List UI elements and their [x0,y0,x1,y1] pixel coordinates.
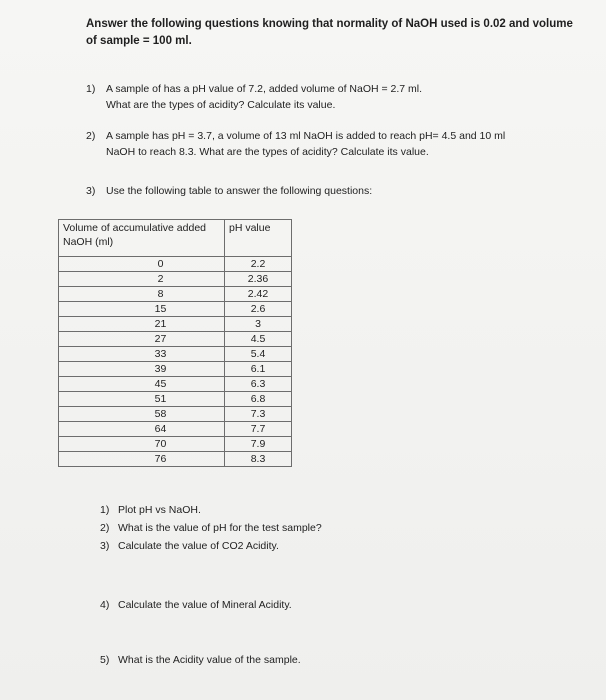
cell-ph-value: 7.3 [225,407,292,422]
table-row [59,377,292,392]
table-row [59,317,292,332]
cell-ph-value: 3 [225,317,292,332]
cell-ph-value: 6.1 [225,362,292,377]
cell-naoh-volume: 33 [59,347,225,362]
subquestion-number: 3) [100,540,110,552]
question-text-line: Use the following table to answer the following questions: [106,185,373,197]
header-ph-value: pH value [225,220,292,257]
table-row [59,392,292,407]
question-number: 2) [86,130,96,142]
subquestion-text: Calculate the value of Mineral Acidity. [118,599,292,611]
cell-ph-value: 7.9 [225,437,292,452]
subquestion-4 [100,597,292,613]
table-row [59,287,292,302]
subquestion-number: 4) [100,599,110,611]
question-3 [86,183,556,199]
table-row [59,302,292,317]
cell-ph-value: 7.7 [225,422,292,437]
cell-naoh-volume: 0 [59,257,225,272]
subquestion-number: 5) [100,654,110,666]
question-2 [86,128,556,160]
subquestion-number: 1) [100,504,110,516]
cell-naoh-volume: 15 [59,302,225,317]
cell-ph-value: 4.5 [225,332,292,347]
cell-ph-value: 8.3 [225,452,292,467]
cell-ph-value: 5.4 [225,347,292,362]
subquestion-text: What is the Acidity value of the sample. [118,654,301,666]
cell-naoh-volume: 2 [59,272,225,287]
table-header-row [59,220,292,257]
table-row [59,272,292,287]
cell-ph-value: 2.6 [225,302,292,317]
cell-ph-value: 2.42 [225,287,292,302]
cell-naoh-volume: 27 [59,332,225,347]
subquestion-1 [100,502,201,518]
cell-ph-value: 6.3 [225,377,292,392]
table-row [59,437,292,452]
table-row [59,257,292,272]
cell-naoh-volume: 39 [59,362,225,377]
question-text-line: A sample of has a pH value of 7.2, added volume of NaOH = 2.7 ml. [106,83,423,95]
table-row [59,332,292,347]
titration-table [58,219,292,467]
instructions [86,16,586,50]
table-row [59,362,292,377]
subquestion-text: Calculate the value of CO2 Acidity. [118,540,279,552]
table-row [59,452,292,467]
subquestion-number: 2) [100,522,110,534]
table-row [59,407,292,422]
cell-ph-value: 2.36 [225,272,292,287]
cell-naoh-volume: 45 [59,377,225,392]
cell-naoh-volume: 76 [59,452,225,467]
cell-naoh-volume: 70 [59,437,225,452]
table-row [59,347,292,362]
instructions-line-2: of sample = 100 ml. [86,35,192,47]
question-1 [86,81,556,113]
subquestion-3 [100,538,279,554]
subquestion-text: Plot pH vs NaOH. [118,504,201,516]
question-number: 3) [86,185,96,197]
cell-naoh-volume: 64 [59,422,225,437]
cell-ph-value: 6.8 [225,392,292,407]
question-text-line: A sample has pH = 3.7, a volume of 13 ml NaOH is added to reach pH= 4.5 and 10 ml [106,130,506,142]
question-number: 1) [86,83,96,95]
cell-naoh-volume: 51 [59,392,225,407]
cell-naoh-volume: 58 [59,407,225,422]
subquestion-5 [100,652,301,668]
cell-naoh-volume: 8 [59,287,225,302]
subquestion-text: What is the value of pH for the test sample? [118,522,322,534]
question-text-line: What are the types of acidity? Calculate its value. [106,99,336,111]
table-row [59,422,292,437]
cell-naoh-volume: 21 [59,317,225,332]
question-text-line: NaOH to reach 8.3. What are the types of acidity? Calculate its value. [106,146,429,158]
subquestion-2 [100,520,322,536]
cell-ph-value: 2.2 [225,257,292,272]
instructions-line-1: Answer the following questions knowing that normality of NaOH used is 0.02 and volume [86,18,573,30]
header-naoh-volume: Volume of accumulative added NaOH (ml) [59,220,225,257]
